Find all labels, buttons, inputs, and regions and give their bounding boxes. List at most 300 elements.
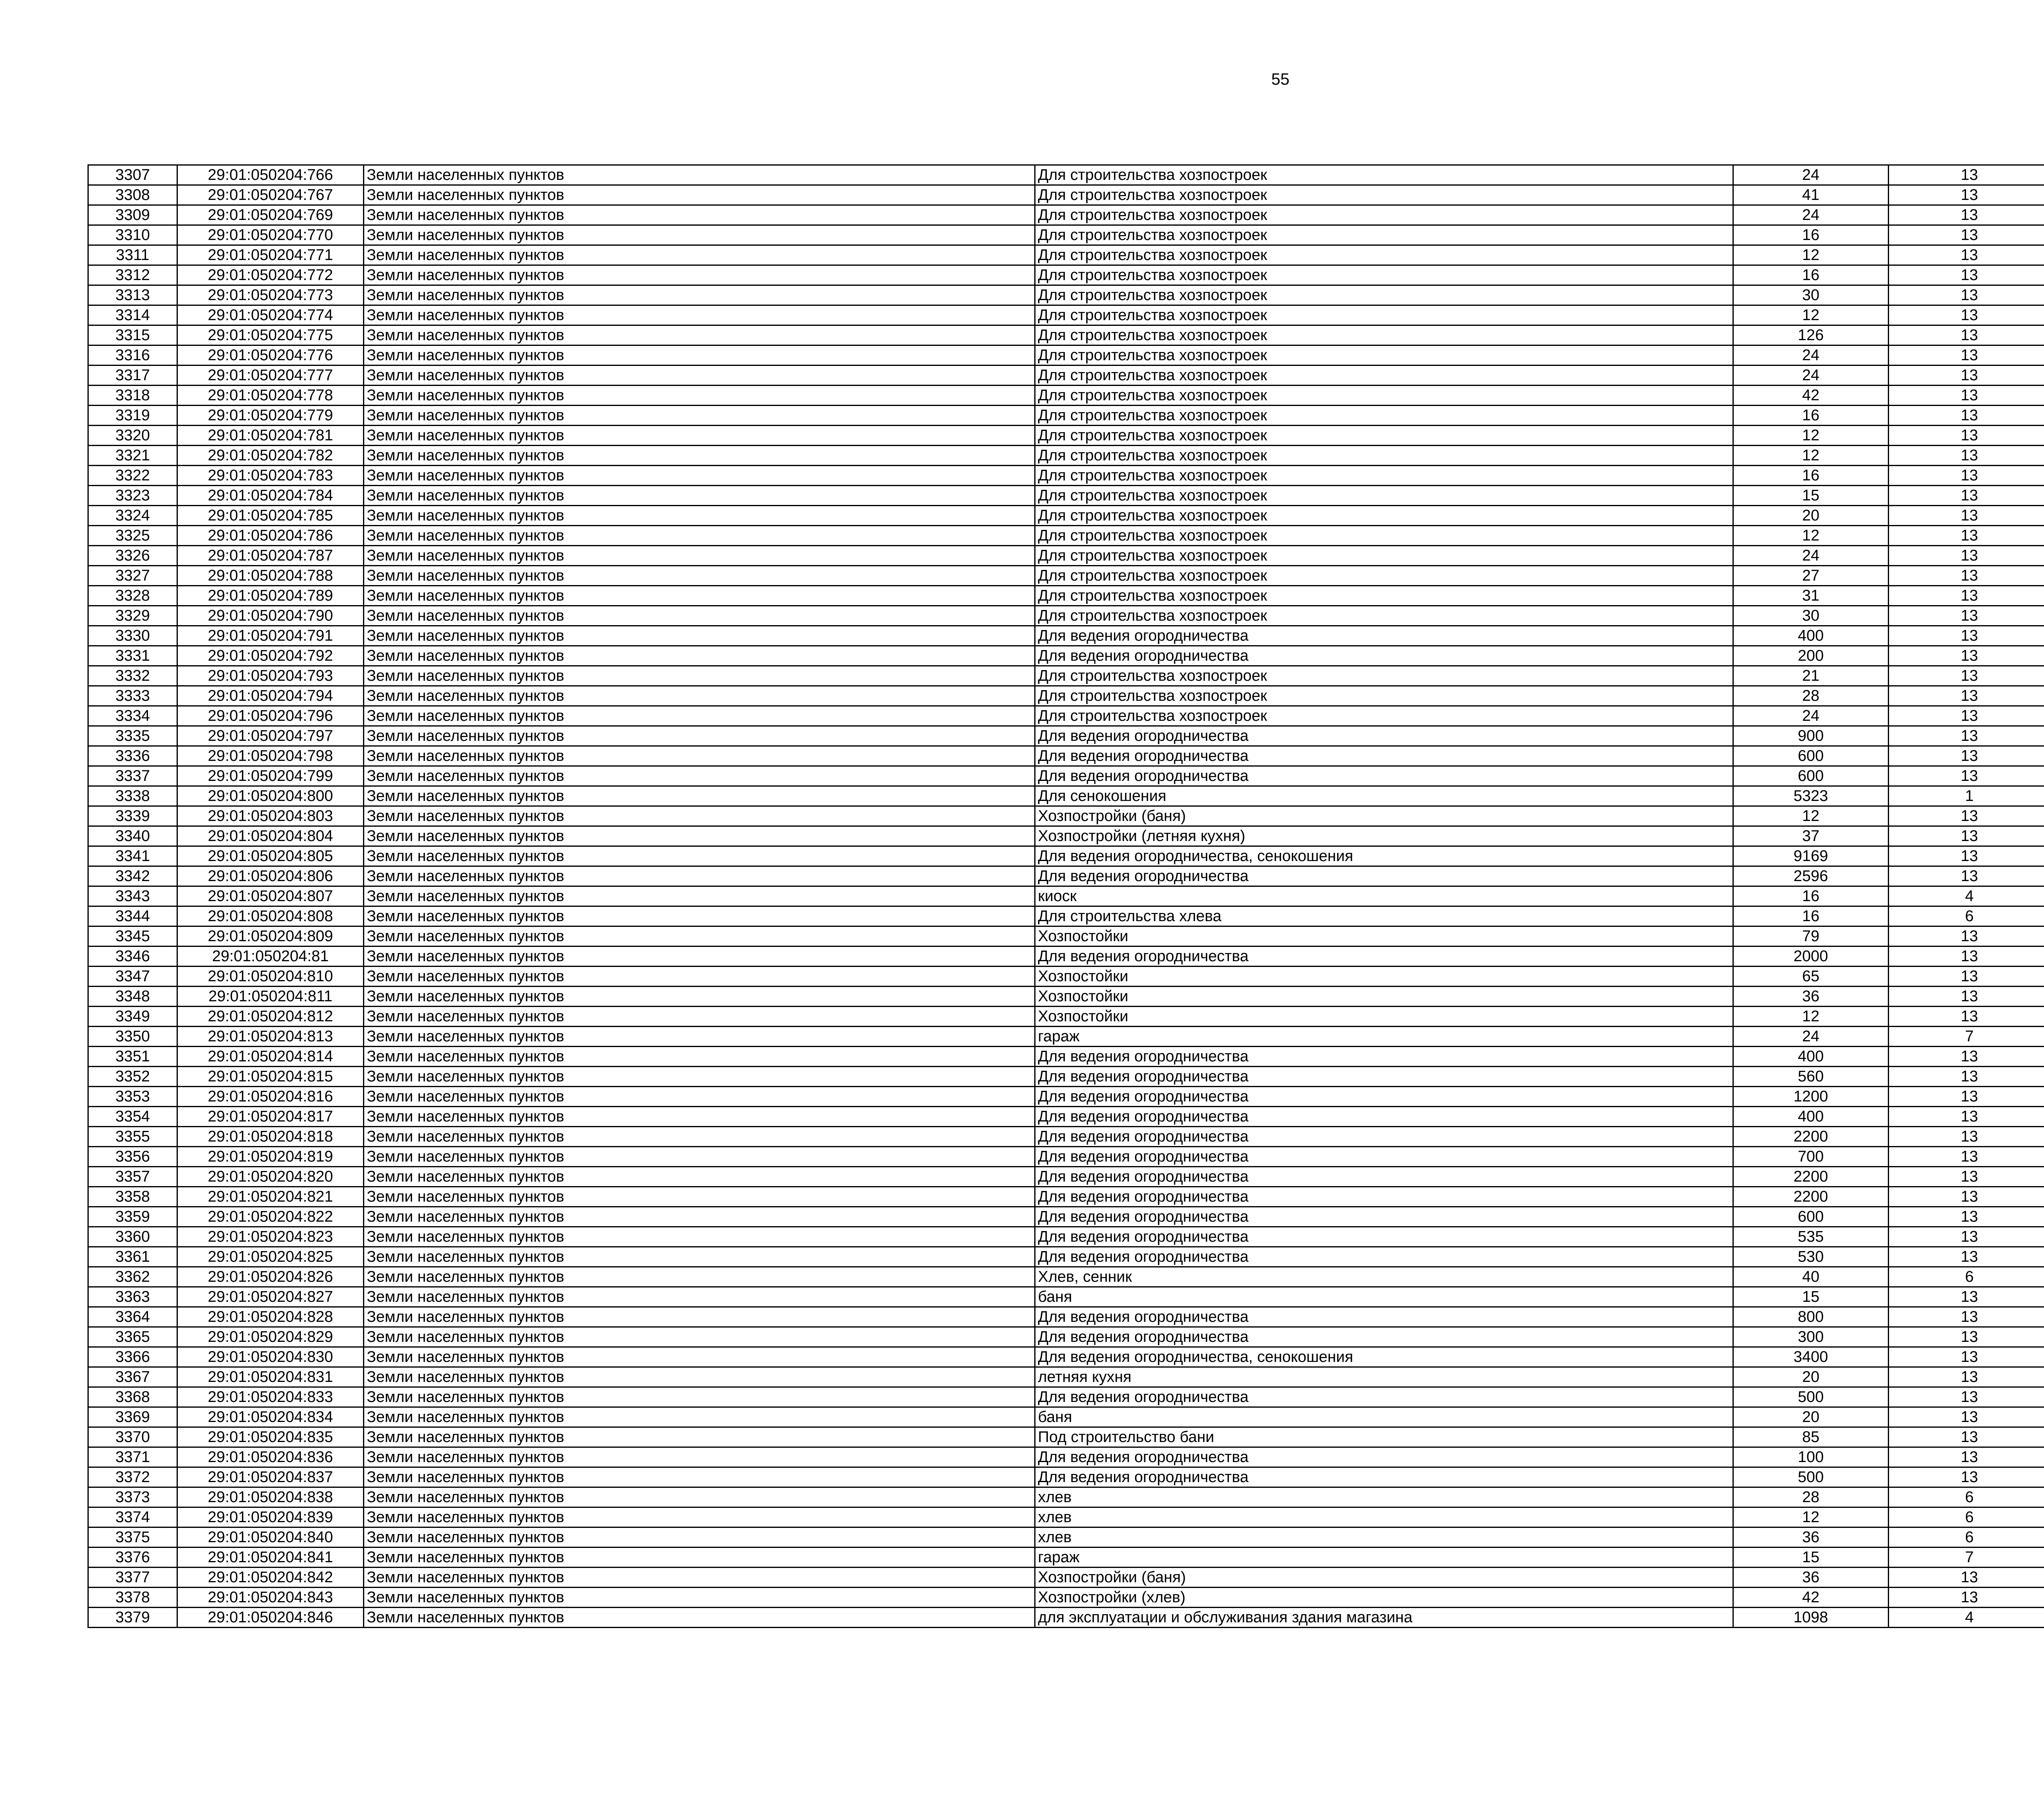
- land-category-cell: Земли населенных пунктов: [364, 245, 1035, 265]
- group-cell: 13: [1889, 165, 2044, 185]
- row-number-cell: 3354: [88, 1107, 177, 1127]
- land-registry-table: [87, 164, 2044, 1628]
- group-cell: 6: [1889, 1267, 2044, 1287]
- table-row: [88, 265, 2044, 285]
- row-number-cell: 3378: [88, 1588, 177, 1608]
- land-category-cell: Земли населенных пунктов: [364, 726, 1035, 746]
- permitted-use-cell: Для строительства хозпострoек: [1035, 506, 1733, 526]
- group-cell: 13: [1889, 1167, 2044, 1187]
- land-category-cell: Земли населенных пунктов: [364, 1047, 1035, 1067]
- land-category-cell: Земли населенных пунктов: [364, 1608, 1035, 1628]
- area-cell: 30: [1733, 606, 1889, 626]
- area-cell: 36: [1733, 1568, 1889, 1588]
- row-number-cell: 3310: [88, 225, 177, 245]
- group-cell: 13: [1889, 526, 2044, 546]
- group-cell: 6: [1889, 1527, 2044, 1548]
- land-category-cell: Земли населенных пунктов: [364, 506, 1035, 526]
- permitted-use-cell: Хозпостройки (баня): [1035, 1568, 1733, 1588]
- permitted-use-cell: Для строительства хозпострoек: [1035, 205, 1733, 225]
- land-category-cell: Земли населенных пунктов: [364, 225, 1035, 245]
- land-category-cell: Земли населенных пунктов: [364, 1307, 1035, 1327]
- group-cell: 13: [1889, 846, 2044, 866]
- table-row: [88, 1467, 2044, 1487]
- land-category-cell: Земли населенных пунктов: [364, 946, 1035, 967]
- cadastral-number-cell: 29:01:050204:766: [177, 165, 364, 185]
- area-cell: 21: [1733, 666, 1889, 686]
- table-row: [88, 666, 2044, 686]
- area-cell: 24: [1733, 546, 1889, 566]
- cadastral-number-cell: 29:01:050204:799: [177, 766, 364, 786]
- cadastral-number-cell: 29:01:050204:781: [177, 426, 364, 446]
- land-category-cell: Земли населенных пунктов: [364, 846, 1035, 866]
- row-number-cell: 3308: [88, 185, 177, 205]
- land-category-cell: Земли населенных пунктов: [364, 1227, 1035, 1247]
- permitted-use-cell: Для строительства хлева: [1035, 906, 1733, 926]
- area-cell: 400: [1733, 1107, 1889, 1127]
- group-cell: 13: [1889, 546, 2044, 566]
- permitted-use-cell: Хозпостройки (летняя кухня): [1035, 826, 1733, 846]
- land-category-cell: Земли населенных пунктов: [364, 1568, 1035, 1588]
- land-category-cell: Земли населенных пунктов: [364, 1127, 1035, 1147]
- permitted-use-cell: Для строительства хозпострoек: [1035, 305, 1733, 325]
- table-row: [88, 1407, 2044, 1427]
- table-row: [88, 866, 2044, 886]
- cadastral-number-cell: 29:01:050204:81: [177, 946, 364, 967]
- table-row: [88, 165, 2044, 185]
- cadastral-number-cell: 29:01:050204:823: [177, 1227, 364, 1247]
- cadastral-number-cell: 29:01:050204:813: [177, 1027, 364, 1047]
- land-category-cell: Земли населенных пунктов: [364, 1287, 1035, 1307]
- permitted-use-cell: Хозпостойки: [1035, 967, 1733, 987]
- area-cell: 3400: [1733, 1347, 1889, 1367]
- land-category-cell: Земли населенных пунктов: [364, 1387, 1035, 1407]
- area-cell: 9169: [1733, 846, 1889, 866]
- group-cell: 13: [1889, 766, 2044, 786]
- row-number-cell: 3370: [88, 1427, 177, 1447]
- cadastral-number-cell: 29:01:050204:840: [177, 1527, 364, 1548]
- row-number-cell: 3343: [88, 886, 177, 906]
- table-row: [88, 1447, 2044, 1467]
- permitted-use-cell: Для ведения огородничества: [1035, 1447, 1733, 1467]
- cadastral-number-cell: 29:01:050204:786: [177, 526, 364, 546]
- land-category-cell: Земли населенных пунктов: [364, 1548, 1035, 1568]
- land-category-cell: Земли населенных пунктов: [364, 967, 1035, 987]
- cadastral-number-cell: 29:01:050204:791: [177, 626, 364, 646]
- row-number-cell: 3373: [88, 1487, 177, 1507]
- area-cell: 900: [1733, 726, 1889, 746]
- group-cell: 13: [1889, 1127, 2044, 1147]
- cadastral-number-cell: 29:01:050204:772: [177, 265, 364, 285]
- land-category-cell: Земли населенных пунктов: [364, 1507, 1035, 1527]
- table-row: [88, 826, 2044, 846]
- permitted-use-cell: Под строительство бани: [1035, 1427, 1733, 1447]
- table-row: [88, 386, 2044, 406]
- group-cell: 13: [1889, 265, 2044, 285]
- table-row: [88, 1027, 2044, 1047]
- land-category-cell: Земли населенных пунктов: [364, 686, 1035, 706]
- cadastral-number-cell: 29:01:050204:834: [177, 1407, 364, 1427]
- group-cell: 13: [1889, 285, 2044, 305]
- group-cell: 13: [1889, 666, 2044, 686]
- area-cell: 12: [1733, 1007, 1889, 1027]
- group-cell: 6: [1889, 906, 2044, 926]
- land-category-cell: Земли населенных пунктов: [364, 706, 1035, 726]
- area-cell: 24: [1733, 706, 1889, 726]
- row-number-cell: 3334: [88, 706, 177, 726]
- table-row: [88, 606, 2044, 626]
- land-category-cell: Земли населенных пунктов: [364, 165, 1035, 185]
- land-category-cell: Земли населенных пунктов: [364, 987, 1035, 1007]
- table-row: [88, 746, 2044, 766]
- table-row: [88, 1527, 2044, 1548]
- permitted-use-cell: Для ведения огородничества: [1035, 766, 1733, 786]
- cadastral-number-cell: 29:01:050204:825: [177, 1247, 364, 1267]
- table-row: [88, 1307, 2044, 1327]
- row-number-cell: 3363: [88, 1287, 177, 1307]
- permitted-use-cell: Для строительства хозпострoек: [1035, 566, 1733, 586]
- land-category-cell: Земли населенных пунктов: [364, 366, 1035, 386]
- group-cell: 13: [1889, 1067, 2044, 1087]
- area-cell: 24: [1733, 345, 1889, 366]
- cadastral-number-cell: 29:01:050204:797: [177, 726, 364, 746]
- table-row: [88, 245, 2044, 265]
- row-number-cell: 3316: [88, 345, 177, 366]
- row-number-cell: 3359: [88, 1207, 177, 1227]
- row-number-cell: 3322: [88, 466, 177, 486]
- area-cell: 5323: [1733, 786, 1889, 806]
- row-number-cell: 3335: [88, 726, 177, 746]
- area-cell: 12: [1733, 526, 1889, 546]
- permitted-use-cell: Для строительства хозпострoек: [1035, 406, 1733, 426]
- row-number-cell: 3376: [88, 1548, 177, 1568]
- permitted-use-cell: хлев: [1035, 1507, 1733, 1527]
- group-cell: 4: [1889, 1608, 2044, 1628]
- area-cell: 100: [1733, 1447, 1889, 1467]
- cadastral-number-cell: 29:01:050204:796: [177, 706, 364, 726]
- table-row: [88, 225, 2044, 245]
- row-number-cell: 3312: [88, 265, 177, 285]
- table-row: [88, 626, 2044, 646]
- table-row: [88, 1067, 2044, 1087]
- table-row: [88, 1087, 2044, 1107]
- table-row: [88, 987, 2044, 1007]
- cadastral-number-cell: 29:01:050204:833: [177, 1387, 364, 1407]
- row-number-cell: 3374: [88, 1507, 177, 1527]
- permitted-use-cell: Для строительства хозпострoек: [1035, 185, 1733, 205]
- row-number-cell: 3351: [88, 1047, 177, 1067]
- permitted-use-cell: Для строительства хозпострoек: [1035, 165, 1733, 185]
- table-row: [88, 506, 2044, 526]
- cadastral-number-cell: 29:01:050204:804: [177, 826, 364, 846]
- table-row: [88, 486, 2044, 506]
- permitted-use-cell: Для строительства хозпострoек: [1035, 706, 1733, 726]
- cadastral-number-cell: 29:01:050204:776: [177, 345, 364, 366]
- area-cell: 600: [1733, 746, 1889, 766]
- area-cell: 27: [1733, 566, 1889, 586]
- table-row: [88, 1247, 2044, 1267]
- area-cell: 24: [1733, 165, 1889, 185]
- cadastral-number-cell: 29:01:050204:774: [177, 305, 364, 325]
- cadastral-number-cell: 29:01:050204:812: [177, 1007, 364, 1027]
- area-cell: 500: [1733, 1387, 1889, 1407]
- group-cell: 13: [1889, 305, 2044, 325]
- land-category-cell: Земли населенных пунктов: [364, 205, 1035, 225]
- permitted-use-cell: Для ведения огородничества: [1035, 1067, 1733, 1087]
- permitted-use-cell: гараж: [1035, 1548, 1733, 1568]
- group-cell: 13: [1889, 225, 2044, 245]
- land-category-cell: Земли населенных пунктов: [364, 1447, 1035, 1467]
- group-cell: 13: [1889, 1568, 2044, 1588]
- row-number-cell: 3346: [88, 946, 177, 967]
- table-row: [88, 1367, 2044, 1387]
- cadastral-number-cell: 29:01:050204:815: [177, 1067, 364, 1087]
- row-number-cell: 3367: [88, 1367, 177, 1387]
- table-row: [88, 466, 2044, 486]
- land-category-cell: Земли населенных пунктов: [364, 866, 1035, 886]
- permitted-use-cell: Для ведения огородничества: [1035, 646, 1733, 666]
- group-cell: 13: [1889, 826, 2044, 846]
- permitted-use-cell: Для ведения огородничества, сенокошения: [1035, 1347, 1733, 1367]
- land-category-cell: Земли населенных пунктов: [364, 1588, 1035, 1608]
- permitted-use-cell: хлев: [1035, 1487, 1733, 1507]
- permitted-use-cell: Для строительства хозпострoек: [1035, 486, 1733, 506]
- cadastral-number-cell: 29:01:050204:811: [177, 987, 364, 1007]
- land-category-cell: Земли населенных пунктов: [364, 386, 1035, 406]
- group-cell: 13: [1889, 1007, 2044, 1027]
- area-cell: 12: [1733, 426, 1889, 446]
- cadastral-number-cell: 29:01:050204:816: [177, 1087, 364, 1107]
- row-number-cell: 3365: [88, 1327, 177, 1347]
- group-cell: 13: [1889, 967, 2044, 987]
- area-cell: 1098: [1733, 1608, 1889, 1628]
- cadastral-number-cell: 29:01:050204:838: [177, 1487, 364, 1507]
- land-category-cell: Земли населенных пунктов: [364, 1267, 1035, 1287]
- permitted-use-cell: Для строительства хозпострoек: [1035, 265, 1733, 285]
- row-number-cell: 3349: [88, 1007, 177, 1027]
- permitted-use-cell: Для строительства хозпострoек: [1035, 606, 1733, 626]
- permitted-use-cell: Для ведения огородничества, сенокошения: [1035, 846, 1733, 866]
- group-cell: 13: [1889, 566, 2044, 586]
- group-cell: 13: [1889, 1387, 2044, 1407]
- group-cell: 13: [1889, 726, 2044, 746]
- permitted-use-cell: Для строительства хозпострoек: [1035, 686, 1733, 706]
- cadastral-number-cell: 29:01:050204:777: [177, 366, 364, 386]
- permitted-use-cell: Для строительства хозпострoек: [1035, 225, 1733, 245]
- area-cell: 126: [1733, 325, 1889, 345]
- area-cell: 16: [1733, 906, 1889, 926]
- land-category-cell: Земли населенных пунктов: [364, 1187, 1035, 1207]
- row-number-cell: 3325: [88, 526, 177, 546]
- cadastral-number-cell: 29:01:050204:831: [177, 1367, 364, 1387]
- cadastral-number-cell: 29:01:050204:805: [177, 846, 364, 866]
- cadastral-number-cell: 29:01:050204:792: [177, 646, 364, 666]
- permitted-use-cell: Хозпостойки: [1035, 926, 1733, 946]
- row-number-cell: 3331: [88, 646, 177, 666]
- land-category-cell: Земли населенных пунктов: [364, 926, 1035, 946]
- land-category-cell: Земли населенных пунктов: [364, 1007, 1035, 1027]
- cadastral-number-cell: 29:01:050204:794: [177, 686, 364, 706]
- cadastral-number-cell: 29:01:050204:771: [177, 245, 364, 265]
- row-number-cell: 3309: [88, 205, 177, 225]
- row-number-cell: 3355: [88, 1127, 177, 1147]
- row-number-cell: 3357: [88, 1167, 177, 1187]
- land-category-cell: Земли населенных пунктов: [364, 1407, 1035, 1427]
- table-row: [88, 1047, 2044, 1067]
- table-row: [88, 786, 2044, 806]
- row-number-cell: 3337: [88, 766, 177, 786]
- area-cell: 20: [1733, 1367, 1889, 1387]
- cadastral-number-cell: 29:01:050204:819: [177, 1147, 364, 1167]
- cadastral-number-cell: 29:01:050204:839: [177, 1507, 364, 1527]
- area-cell: 12: [1733, 806, 1889, 826]
- cadastral-number-cell: 29:01:050204:809: [177, 926, 364, 946]
- permitted-use-cell: Хлев, сенник: [1035, 1267, 1733, 1287]
- table-row: [88, 706, 2044, 726]
- cadastral-number-cell: 29:01:050204:793: [177, 666, 364, 686]
- permitted-use-cell: Для ведения огородничества: [1035, 1047, 1733, 1067]
- permitted-use-cell: Хозпостройки (баня): [1035, 806, 1733, 826]
- land-category-cell: Земли населенных пунктов: [364, 1367, 1035, 1387]
- group-cell: 13: [1889, 706, 2044, 726]
- group-cell: 13: [1889, 1187, 2044, 1207]
- table-row: [88, 967, 2044, 987]
- row-number-cell: 3350: [88, 1027, 177, 1047]
- group-cell: 13: [1889, 325, 2044, 345]
- cadastral-number-cell: 29:01:050204:817: [177, 1107, 364, 1127]
- row-number-cell: 3371: [88, 1447, 177, 1467]
- cadastral-number-cell: 29:01:050204:770: [177, 225, 364, 245]
- area-cell: 800: [1733, 1307, 1889, 1327]
- area-cell: 1200: [1733, 1087, 1889, 1107]
- permitted-use-cell: Для ведения огородничества: [1035, 1147, 1733, 1167]
- area-cell: 300: [1733, 1327, 1889, 1347]
- row-number-cell: 3323: [88, 486, 177, 506]
- land-category-cell: Земли населенных пунктов: [364, 646, 1035, 666]
- cadastral-number-cell: 29:01:050204:842: [177, 1568, 364, 1588]
- area-cell: 37: [1733, 826, 1889, 846]
- group-cell: 13: [1889, 1327, 2044, 1347]
- permitted-use-cell: хлев: [1035, 1527, 1733, 1548]
- land-category-cell: Земли населенных пунктов: [364, 265, 1035, 285]
- cadastral-number-cell: 29:01:050204:822: [177, 1207, 364, 1227]
- area-cell: 200: [1733, 646, 1889, 666]
- cadastral-number-cell: 29:01:050204:784: [177, 486, 364, 506]
- land-category-cell: Земли населенных пунктов: [364, 1107, 1035, 1127]
- area-cell: 15: [1733, 486, 1889, 506]
- permitted-use-cell: Хозпостойки: [1035, 987, 1733, 1007]
- row-number-cell: 3358: [88, 1187, 177, 1207]
- table-body: [88, 165, 2044, 1628]
- group-cell: 13: [1889, 506, 2044, 526]
- row-number-cell: 3366: [88, 1347, 177, 1367]
- area-cell: 31: [1733, 586, 1889, 606]
- group-cell: 13: [1889, 946, 2044, 967]
- group-cell: 13: [1889, 1367, 2044, 1387]
- area-cell: 20: [1733, 1407, 1889, 1427]
- table-row: [88, 446, 2044, 466]
- cadastral-number-cell: 29:01:050204:814: [177, 1047, 364, 1067]
- cadastral-number-cell: 29:01:050204:800: [177, 786, 364, 806]
- table-row: [88, 846, 2044, 866]
- land-category-cell: Земли населенных пунктов: [364, 806, 1035, 826]
- table-row: [88, 1167, 2044, 1187]
- group-cell: 13: [1889, 1047, 2044, 1067]
- group-cell: 13: [1889, 386, 2044, 406]
- table-row: [88, 205, 2044, 225]
- group-cell: 13: [1889, 486, 2044, 506]
- area-cell: 535: [1733, 1227, 1889, 1247]
- cadastral-number-cell: 29:01:050204:789: [177, 586, 364, 606]
- area-cell: 36: [1733, 987, 1889, 1007]
- land-category-cell: Земли населенных пунктов: [364, 1067, 1035, 1087]
- cadastral-number-cell: 29:01:050204:803: [177, 806, 364, 826]
- land-category-cell: Земли населенных пунктов: [364, 1027, 1035, 1047]
- permitted-use-cell: Для ведения огородничества: [1035, 626, 1733, 646]
- cadastral-number-cell: 29:01:050204:783: [177, 466, 364, 486]
- land-category-cell: Земли населенных пунктов: [364, 606, 1035, 626]
- cadastral-number-cell: 29:01:050204:821: [177, 1187, 364, 1207]
- row-number-cell: 3344: [88, 906, 177, 926]
- table-row: [88, 806, 2044, 826]
- row-number-cell: 3369: [88, 1407, 177, 1427]
- table-row: [88, 305, 2044, 325]
- land-category-cell: Земли населенных пунктов: [364, 426, 1035, 446]
- group-cell: 7: [1889, 1027, 2044, 1047]
- table-row: [88, 185, 2044, 205]
- land-category-cell: Земли населенных пунктов: [364, 666, 1035, 686]
- table-row: [88, 325, 2044, 345]
- row-number-cell: 3324: [88, 506, 177, 526]
- cadastral-number-cell: 29:01:050204:779: [177, 406, 364, 426]
- group-cell: 1: [1889, 786, 2044, 806]
- group-cell: 13: [1889, 466, 2044, 486]
- group-cell: 13: [1889, 1447, 2044, 1467]
- cadastral-number-cell: 29:01:050204:843: [177, 1588, 364, 1608]
- land-category-cell: Земли населенных пунктов: [364, 406, 1035, 426]
- permitted-use-cell: баня: [1035, 1287, 1733, 1307]
- land-category-cell: Земли населенных пунктов: [364, 1347, 1035, 1367]
- group-cell: 13: [1889, 866, 2044, 886]
- cadastral-number-cell: 29:01:050204:810: [177, 967, 364, 987]
- row-number-cell: 3356: [88, 1147, 177, 1167]
- table-row: [88, 1227, 2044, 1247]
- area-cell: 600: [1733, 1207, 1889, 1227]
- land-category-cell: Земли населенных пунктов: [364, 305, 1035, 325]
- permitted-use-cell: Для ведения огородничества: [1035, 1247, 1733, 1267]
- cadastral-number-cell: 29:01:050204:775: [177, 325, 364, 345]
- group-cell: 13: [1889, 1287, 2044, 1307]
- table-row: [88, 1207, 2044, 1227]
- table-row: [88, 1147, 2044, 1167]
- row-number-cell: 3339: [88, 806, 177, 826]
- land-category-cell: Земли населенных пунктов: [364, 1327, 1035, 1347]
- cadastral-number-cell: 29:01:050204:769: [177, 205, 364, 225]
- group-cell: 13: [1889, 1467, 2044, 1487]
- permitted-use-cell: Хозпостройки (хлев): [1035, 1588, 1733, 1608]
- table-row: [88, 366, 2044, 386]
- group-cell: 13: [1889, 926, 2044, 946]
- land-category-cell: Земли населенных пунктов: [364, 1207, 1035, 1227]
- row-number-cell: 3342: [88, 866, 177, 886]
- row-number-cell: 3332: [88, 666, 177, 686]
- land-category-cell: Земли населенных пунктов: [364, 546, 1035, 566]
- row-number-cell: 3314: [88, 305, 177, 325]
- row-number-cell: 3315: [88, 325, 177, 345]
- cadastral-number-cell: 29:01:050204:807: [177, 886, 364, 906]
- group-cell: 13: [1889, 1087, 2044, 1107]
- row-number-cell: 3340: [88, 826, 177, 846]
- group-cell: 13: [1889, 245, 2044, 265]
